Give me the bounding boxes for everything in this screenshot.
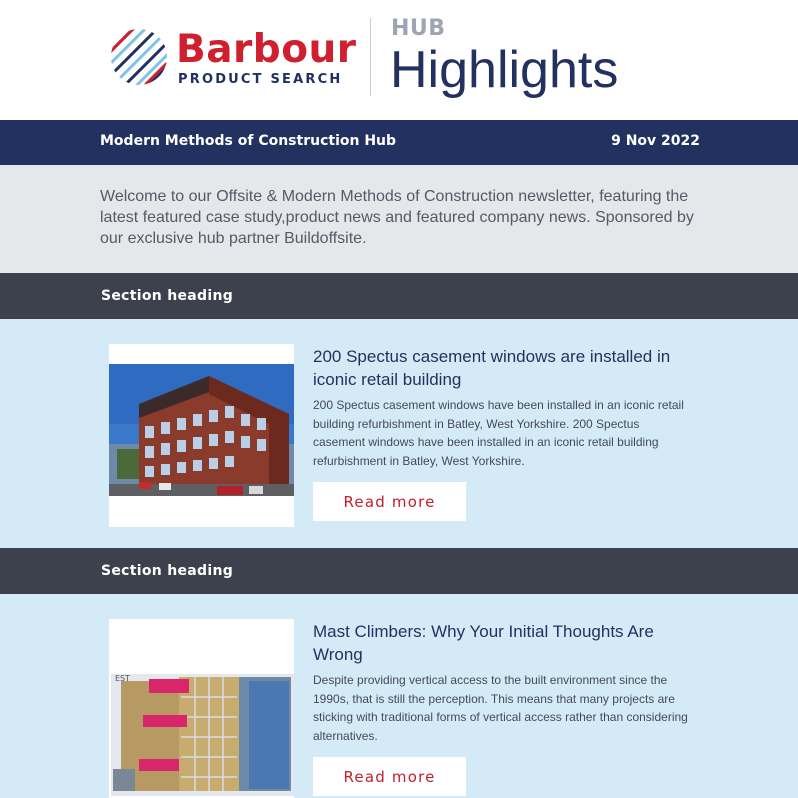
article-card [0,594,798,798]
article-title[interactable]: Mast Climbers: Why Your Initial Thoughts Are Wrong [313,622,654,664]
issue-date: 9 Nov 2022 [611,133,700,149]
article-card [0,319,798,548]
hub-label: HUB [391,16,446,41]
article-thumbnail[interactable] [109,619,294,798]
intro-block [0,165,798,273]
intro-text: Welcome to our Offsite & Modern Methods of Construction newsletter, featuring the latest featured case study,product news and featured company news. Sponsored by our exclusive hub partner Buildoffsite. [100,188,694,247]
brand-wordmark [176,27,357,87]
read-more-button[interactable]: Read more [313,757,466,796]
read-more-button[interactable]: Read more [313,482,466,521]
barbour-logo-icon [110,28,168,86]
email-header [0,0,798,120]
article-summary: 200 Spectus casement windows have been installed in an iconic retail building refurbishment in Batley, West Yorkshire. 200 Spectus casement windows have been installed in an iconic retail building refurbishment in Batley, West Yorkshire. [313,398,684,468]
svg-text:EST: EST [115,674,131,683]
hub-bar [0,120,798,165]
header-divider [370,18,371,96]
mast-climber-image [109,619,294,798]
section-heading: Section heading [0,548,798,594]
brick-building-image [109,344,294,527]
section-heading: Section heading [0,273,798,319]
hub-title: Modern Methods of Construction Hub [100,133,397,149]
brand-subtitle: PRODUCT SEARCH [178,72,343,87]
brand-name: Barbour [176,27,357,72]
highlights-title: Highlights [390,41,619,99]
article-title[interactable]: 200 Spectus casement windows are installed in iconic retail building [313,347,671,389]
article-thumbnail[interactable] [109,344,294,527]
article-summary: Despite providing vertical access to the built environment since the 1990s, that is still the perception. This means that many projects are sticking with traditional forms of vertical access rather than considering alternatives. [313,673,688,743]
